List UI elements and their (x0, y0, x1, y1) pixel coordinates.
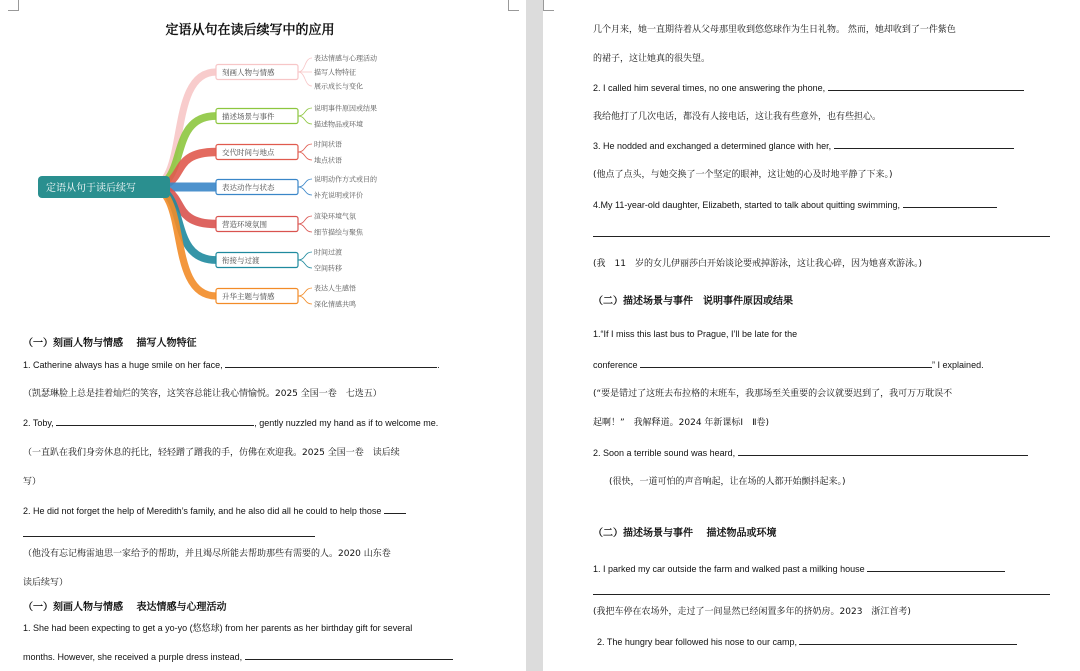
answer-blank[interactable] (738, 446, 1028, 456)
question-4: 1. She had been expecting to get a yo-yo (悠悠球) from her parents as her birthday gift for several (23, 623, 413, 633)
answer-line[interactable] (23, 536, 315, 537)
translation-1: （凯瑟琳脸上总是挂着灿烂的笑容，这笑容总能让我心情愉悦。2025 全国一卷 七选五） (23, 389, 382, 399)
translation-r4: (我 11 岁的女儿伊丽莎白开始谈论要戒掉游泳，这让我心碎，因为她喜欢游泳。) (593, 259, 922, 269)
answer-blank[interactable] (225, 358, 437, 368)
mindmap-leaf-label: 描述物品或环境 (314, 120, 363, 129)
mindmap-leaf-label: 细节描绘与聚焦 (314, 228, 363, 237)
answer-line[interactable] (593, 594, 1050, 595)
mindmap-leaf-connector (298, 187, 312, 195)
mindmap-leaf-connector (298, 72, 312, 86)
section-heading: （一）刻画人物与情感 表达情感与心理活动 (23, 602, 227, 613)
translation-p1-cont: 的裙子，这让她真的很失望。 (593, 54, 711, 64)
mindmap-leaf-connector (298, 58, 312, 72)
mindmap-leaf-connector (298, 108, 312, 116)
question-r5: 1.“If I miss this last bus to Prague, I’ll be late for the (593, 329, 798, 339)
mindmap-leaf-label: 时间状语 (314, 140, 342, 149)
mindmap-leaf-label: 地点状语 (314, 156, 342, 165)
mindmap-leaf-label: 说明动作方式或目的 (314, 175, 377, 184)
answer-blank[interactable] (903, 198, 997, 208)
translation-r2: 我给他打了几次电话，都没有人接电话，这让我有些意外，也有些担心。 (593, 112, 882, 122)
question-r8: 2. The hungry bear followed his nose to our camp, (597, 635, 1017, 647)
question-r5-cont: conference ” I explained. (593, 360, 984, 370)
mindmap-leaf-label: 展示成长与变化 (314, 82, 363, 91)
section-heading: （二）描述场景与事件 说明事件原因或结果 (593, 296, 793, 307)
mindmap-leaf-connector (298, 216, 312, 224)
translation-r5: (“要是错过了这班去布拉格的末班车，我那场至关重要的会议就要迟到了，我可万万耽误不 (593, 389, 953, 399)
mindmap-root-label: 定语从句于读后续写 (46, 183, 136, 194)
mindmap-leaf-connector (298, 224, 312, 232)
translation-r3: (他点了点头，与她交换了一个坚定的眼神，这让她的心及时地平静了下来。) (593, 170, 893, 180)
mindmap-leaf-connector (298, 116, 312, 124)
mindmap-leaf-connector (298, 260, 312, 268)
mindmap-node-label: 交代时间与地点 (222, 148, 275, 157)
mindmap-leaf-label: 时间过渡 (314, 248, 342, 257)
right-page (543, 0, 1080, 671)
translation-r6: (很快，一道可怕的声音响起，让在场的人都开始颤抖起来。) (609, 477, 846, 487)
answer-blank[interactable] (56, 416, 254, 426)
question-r2: 2. I called him several times, no one answering the phone, (593, 81, 1024, 93)
section-heading: （一）刻画人物与情感 描写人物特征 (23, 338, 197, 349)
answer-line[interactable] (593, 236, 1050, 237)
mindmap-node-label: 表达动作与状态 (222, 183, 275, 192)
mindmap-leaf-connector (298, 144, 312, 152)
mindmap-node-label: 刻画人物与情感 (222, 68, 275, 77)
mindmap-leaf-label: 补充说明或评价 (314, 191, 363, 200)
question-r3: 3. He nodded and exchanged a determined glance with her, (593, 139, 1014, 151)
mindmap-leaf-connector (298, 296, 312, 304)
answer-blank[interactable] (834, 139, 1014, 149)
mindmap-node-label: 升华主题与情感 (222, 292, 275, 301)
question-r4: 4.My 11-year-old daughter, Elizabeth, started to talk about quitting swimming, (593, 198, 997, 210)
document-title: 定语从句在读后续写中的应用 (165, 23, 335, 38)
translation-p1: 几个月来，她一直期待着从父母那里收到悠悠球作为生日礼物。 然而，她却收到了一件紫色 (593, 25, 956, 35)
answer-blank[interactable] (640, 358, 932, 368)
translation-3-cont: 读后续写） (23, 578, 69, 588)
mindmap-node-label: 描述场景与事件 (222, 112, 275, 121)
crop-mark (543, 0, 554, 11)
question-r6: 2. Soon a terrible sound was heard, (593, 446, 1028, 458)
mindmap-leaf-label: 渲染环境气氛 (314, 212, 356, 221)
translation-3: （他没有忘记梅雷迪思一家给予的帮助，并且竭尽所能去帮助那些有需要的人。2020 山东卷 (23, 549, 391, 559)
mindmap-leaf-label: 空间转移 (314, 264, 342, 273)
question-2: 2. Toby, , gently nuzzled my hand as if to welcome me. (23, 418, 439, 428)
mindmap-node-label: 衔接与过渡 (222, 256, 260, 265)
mindmap-leaf-label: 深化情感共鸣 (314, 300, 356, 309)
answer-blank[interactable] (867, 562, 1005, 572)
mindmap-leaf-connector (298, 152, 312, 160)
mindmap-leaf-connector (298, 288, 312, 296)
translation-r7: (我把车停在农场外，走过了一间显然已经闲置多年的挤奶房。2023 浙江首考) (593, 607, 911, 617)
page-gap (526, 0, 543, 671)
translation-2-cont: 写） (23, 477, 42, 487)
mind-map (0, 0, 526, 320)
question-r7: 1. I parked my car outside the farm and walked past a milking house (593, 562, 1005, 574)
mindmap-leaf-label: 说明事件原因或结果 (314, 104, 377, 113)
translation-r5-cont: 起啊！” 我解释道。2024 年新课标Ⅰ Ⅱ卷) (593, 418, 770, 428)
translation-2: （一直趴在我们身旁休息的托比，轻轻蹭了蹭我的手，仿佛在欢迎我。2025 全国一卷 读后续 (23, 448, 400, 458)
question-1: 1. Catherine always has a huge smile on her face, . (23, 360, 440, 370)
answer-blank[interactable] (828, 81, 1024, 91)
section-heading: （二）描述场景与事件 描述物品或环境 (593, 528, 777, 539)
question-4-cont: months. However, she received a purple dress instead, (23, 650, 453, 662)
mindmap-leaf-connector (298, 252, 312, 260)
mindmap-leaf-label: 表达情感与心理活动 (314, 54, 377, 63)
answer-blank[interactable] (245, 650, 453, 660)
answer-blank[interactable] (384, 504, 406, 514)
left-page (0, 0, 526, 671)
mindmap-leaf-connector (298, 179, 312, 187)
mindmap-leaf-label: 表达人生感悟 (314, 284, 356, 293)
mindmap-node-label: 营造环境氛围 (222, 220, 267, 229)
answer-blank[interactable] (799, 635, 1017, 645)
mindmap-leaf-label: 描写人物特征 (314, 68, 356, 77)
question-3: 2. He did not forget the help of Meredith’s family, and he also did all he could to help those (23, 504, 406, 516)
